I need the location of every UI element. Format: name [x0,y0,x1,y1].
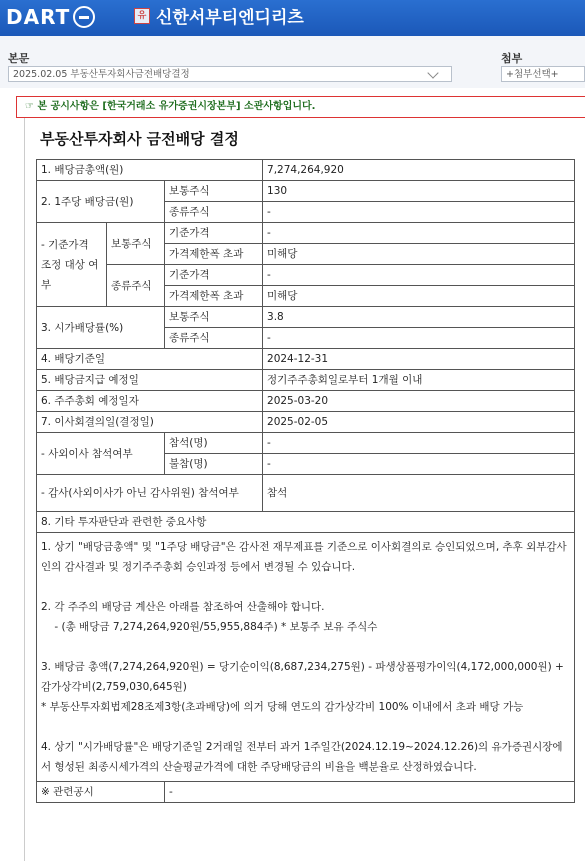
row-sublabel: 불참(명) [165,454,263,475]
row-group: 종류주식 [107,265,165,307]
document-view [0,88,585,861]
note-line: 1. 상기 "배당금총액" 및 "1주당 배당금"은 감사전 재무제표를 기준으로 이사회결의로 승인되었으며, 추후 외부감사인의 감사결과 및 정기주주총회 승인과정 등에서 변경될 수 있습니다. [41,541,567,573]
market-badge-icon: 유 [134,8,150,24]
note-line [41,637,570,657]
note-line: - (총 배당금 7,274,264,920원/55,955,884주) * 보통주 보유 주식수 [41,621,378,633]
logo-globe-icon [73,6,95,28]
table-row [37,512,575,533]
table-row [37,160,575,181]
report-select-value: 2025.02.05 부동산투자회사금전배당결정 [13,69,190,80]
row-value: 정기주주총회일로부터 1개월 이내 [263,370,575,391]
note-line: 2. 각 주주의 배당금 계산은 아래를 참조하여 산출해야 합니다. [41,601,325,613]
row-value: 3.8 [263,307,575,328]
disclosure-table [36,159,575,803]
row-sublabel: 가격제한폭 초과 [165,286,263,307]
attach-select-value: +첨부선택+ [506,69,559,80]
table-row [37,391,575,412]
row-value: - [263,433,575,454]
attach-select[interactable] [501,66,585,82]
table-row [37,370,575,391]
table-row [37,223,575,244]
row-value: 미해당 [263,286,575,307]
divider [24,118,25,861]
row-sublabel: 기준가격 [165,223,263,244]
row-label: - 사외이사 참석여부 [37,433,165,475]
table-row [37,349,575,370]
row-value: 미해당 [263,244,575,265]
row-label: - 기준가격 조정 대상 여부 [37,223,107,307]
row-value: 2025-03-20 [263,391,575,412]
row-value: - [263,454,575,475]
note-line: * 부동산투자회법제28조제3항(초과배당)에 의거 당해 연도의 감가상각비 100% 이내에서 초과 배당 가능 [41,701,524,713]
header-bar [0,0,585,36]
row-label: 1. 배당금총액(원) [37,160,263,181]
note-line: 4. 상기 "시가배당률"은 배당기준일 2거래일 전부터 과거 1주일간(2024.12.19~2024.12.26)의 유가증권시장에서 형성된 최종시세가격의 산술평균가격에 대한 주당배당금의 비율을 백분율로 산정하였습니다. [41,741,563,773]
row-label: 2. 1주당 배당금(원) [37,181,165,223]
table-row [37,433,575,454]
table-row [37,181,575,202]
row-sublabel: 가격제한폭 초과 [165,244,263,265]
row-sublabel: 종류주식 [165,202,263,223]
row-label: 5. 배당금지급 예정일 [37,370,263,391]
row-label: 8. 기타 투자판단과 관련한 중요사항 [37,512,575,533]
row-label: - 감사(사외이사가 아닌 감사위원) 참석여부 [37,475,263,512]
row-group: 보통주식 [107,223,165,265]
row-value: - [263,265,575,286]
row-value: 7,274,264,920 [263,160,575,181]
row-sublabel: 참석(명) [165,433,263,454]
attach-label: 첨부 [501,52,523,65]
row-label: 3. 시가배당률(%) [37,307,165,349]
row-value: - [263,202,575,223]
notes-cell [37,533,575,782]
table-row [37,412,575,433]
note-line [41,577,570,597]
report-label: 본문 [8,52,30,65]
row-value: - [165,782,575,803]
row-value: 2025-02-05 [263,412,575,433]
toolbar [0,36,585,89]
row-value: 참석 [263,475,575,512]
table-row [37,533,575,782]
report-select[interactable] [8,66,452,82]
note-line [41,717,570,737]
row-label: ※ 관련공시 [37,782,165,803]
page-title: 부동산투자회사 금전배당 결정 [40,130,239,148]
row-label: 4. 배당기준일 [37,349,263,370]
logo-text: DART [6,5,71,29]
row-sublabel: 보통주식 [165,307,263,328]
row-value: 2024-12-31 [263,349,575,370]
row-value: - [263,223,575,244]
row-sublabel: 기준가격 [165,265,263,286]
table-row [37,265,575,286]
row-value: - [263,328,575,349]
row-sublabel: 보통주식 [165,181,263,202]
table-row [37,307,575,328]
row-sublabel: 종류주식 [165,328,263,349]
row-label: 7. 이사회결의일(결정일) [37,412,263,433]
chevron-down-icon [427,67,438,78]
note-line: 3. 배당금 총액(7,274,264,920원) = 당기순이익(8,687,234,275원) - 파생상품평가이익(4,172,000,000원) + 감가상각비(2,759,030,645원) [41,661,564,693]
row-value: 130 [263,181,575,202]
notice-banner: ☞ 본 공시사항은 [한국거래소 유가증권시장본부] 소관사항입니다. [16,96,585,118]
table-row [37,782,575,803]
row-label: 6. 주주총회 예정일자 [37,391,263,412]
table-row [37,475,575,512]
company-name: 신한서부티엔디리츠 [156,8,304,28]
dart-logo[interactable] [6,4,95,30]
